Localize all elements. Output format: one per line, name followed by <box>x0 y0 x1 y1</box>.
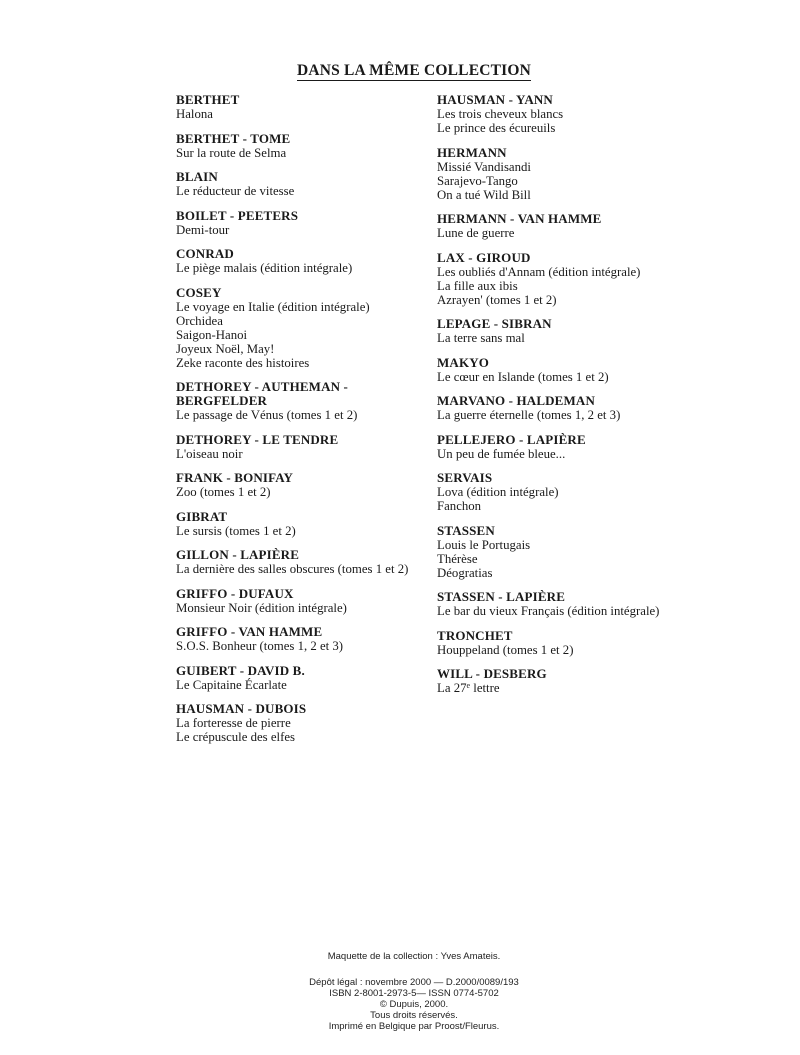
entry-title: Zoo (tomes 1 et 2) <box>176 485 271 499</box>
entry-author: HAUSMAN - DUBOIS <box>176 701 307 716</box>
entry-title: Le passage de Vénus (tomes 1 et 2) <box>176 408 358 422</box>
catalog-entry <box>176 587 426 615</box>
legal-line: Tous droits réservés. <box>370 1010 458 1021</box>
entry-author: BLAIN <box>176 169 218 184</box>
entry-author: PELLEJERO - LAPIÈRE <box>437 431 586 447</box>
entry-author: DETHOREY - LE TENDRE <box>176 431 339 447</box>
entry-author: WILL - DESBERG <box>437 666 547 681</box>
collection-design-credit: Maquette de la collection : Yves Amateis. <box>327 951 501 962</box>
entry-title: Demi-tour <box>176 222 230 237</box>
catalog-entry <box>176 702 426 744</box>
catalog-entry <box>176 548 426 576</box>
entry-title: Saigon-Hanoi <box>176 327 248 342</box>
entry-author: STASSEN - LAPIÈRE <box>437 589 566 604</box>
entry-title: Lune de guerre <box>437 226 515 240</box>
entry-author: HERMANN <box>437 144 507 160</box>
catalog-entry <box>437 433 777 461</box>
page-title-text: DANS LA MÊME COLLECTION <box>296 62 532 79</box>
entry-author: FRANK - BONIFAY <box>176 470 294 485</box>
entry-title: Lova (édition intégrale) <box>437 485 559 499</box>
entry-title: Missié Vandisandi <box>437 159 531 174</box>
entry-title: Halona <box>176 107 213 121</box>
catalog-entry <box>437 590 777 618</box>
entry-author: MAKYO <box>437 354 490 370</box>
legal-line: Dépôt légal : novembre 2000 — D.2000/0089/193 <box>309 977 519 988</box>
catalog-entry <box>176 625 426 653</box>
catalog-entry <box>437 356 777 384</box>
catalog-entry <box>176 471 426 499</box>
entry-author: SERVAIS <box>437 470 493 485</box>
entry-title: Les oubliés d'Annam (édition intégrale) <box>437 264 641 279</box>
entry-author: CONRAD <box>176 246 234 261</box>
entry-author: GILLON - LAPIÈRE <box>176 547 300 562</box>
entry-title: Monsieur Noir (édition intégrale) <box>176 600 347 615</box>
catalog-entry <box>176 286 426 370</box>
catalog-entry <box>176 93 426 121</box>
entry-author: GRIFFO - VAN HAMME <box>176 624 323 639</box>
catalog-column-right <box>437 93 777 695</box>
entry-author: GRIFFO - DUFAUX <box>176 585 294 601</box>
catalog-entry <box>437 394 777 422</box>
entry-title: Sur la route de Selma <box>176 145 287 160</box>
catalog-entry <box>437 317 777 345</box>
catalog-entry <box>176 247 426 275</box>
entry-title: Zeke raconte des histoires <box>176 355 310 370</box>
entry-author: MARVANO - HALDEMAN <box>437 393 595 408</box>
entry-title: Le piège malais (édition intégrale) <box>176 261 353 275</box>
catalog-entry <box>176 209 426 237</box>
entry-title: Fanchon <box>437 499 482 513</box>
catalog-entry <box>176 132 426 160</box>
entry-title: La dernière des salles obscures (tomes 1 et 2) <box>176 562 409 576</box>
entry-author: HERMANN - VAN HAMME <box>437 211 602 226</box>
entry-title: Le voyage en Italie (édition intégrale) <box>176 299 370 314</box>
entry-title: On a tué Wild Bill <box>437 187 531 202</box>
entry-title: La guerre éternelle (tomes 1, 2 et 3) <box>437 408 621 422</box>
entry-title: Les trois cheveux blancs <box>437 107 564 121</box>
entry-title: Orchidea <box>176 313 223 328</box>
catalog-entry <box>176 433 426 461</box>
page-title <box>0 62 800 80</box>
catalog-entry <box>437 667 777 695</box>
catalog-entry <box>437 629 777 657</box>
entry-title: La 27e lettre <box>437 681 500 695</box>
entry-title: Le cœur en Islande (tomes 1 et 2) <box>437 369 609 384</box>
legal-line: Imprimé en Belgique par Proost/Fleurus. <box>328 1021 500 1032</box>
catalog-entry <box>176 664 426 692</box>
entry-title: Déogratias <box>437 565 493 580</box>
entry-author: COSEY <box>176 284 222 300</box>
catalog-entry <box>437 524 777 580</box>
catalog-entry <box>176 380 426 422</box>
entry-title: Sarajevo-Tango <box>437 173 518 188</box>
entry-title: Joyeux Noël, May! <box>176 341 275 356</box>
entry-author: LAX - GIROUD <box>437 249 531 265</box>
entry-title: Azrayen' (tomes 1 et 2) <box>437 292 557 307</box>
entry-title: Le bar du vieux Français (édition intégrale) <box>437 604 660 618</box>
entry-title: Houppeland (tomes 1 et 2) <box>437 642 574 657</box>
entry-author: LEPAGE - SIBRAN <box>437 316 552 331</box>
entry-title: La fille aux ibis <box>437 278 518 293</box>
entry-author: DETHOREY - AUTHEMAN - BERGFELDER <box>176 379 349 408</box>
catalog-entry <box>437 146 777 202</box>
entry-author: BERTHET <box>176 92 240 107</box>
legal-notice <box>0 977 800 1032</box>
entry-title: La forteresse de pierre <box>176 716 291 730</box>
entry-title: Le Capitaine Écarlate <box>176 677 287 692</box>
catalog-column-left <box>176 93 426 744</box>
catalog-entry <box>437 212 777 240</box>
entry-author: STASSEN <box>437 522 495 538</box>
entry-title: Le sursis (tomes 1 et 2) <box>176 523 296 538</box>
catalog-entry <box>437 471 777 513</box>
entry-title: Le réducteur de vitesse <box>176 184 295 198</box>
entry-author: GUIBERT - DAVID B. <box>176 662 305 678</box>
entry-title: Un peu de fumée bleue... <box>437 446 566 461</box>
entry-author: HAUSMAN - YANN <box>437 92 553 107</box>
entry-title: Thérèse <box>437 551 478 566</box>
entry-title: Le prince des écureuils <box>437 121 556 135</box>
entry-author: GIBRAT <box>176 508 228 524</box>
entry-title: La terre sans mal <box>437 331 525 345</box>
catalog-entry <box>176 170 426 198</box>
legal-line: © Dupuis, 2000. <box>379 999 449 1010</box>
entry-title: S.O.S. Bonheur (tomes 1, 2 et 3) <box>176 639 344 653</box>
entry-author: TRONCHET <box>437 627 513 643</box>
catalog-entry <box>437 93 777 135</box>
entry-author: BOILET - PEETERS <box>176 207 299 223</box>
entry-title: Le crépuscule des elfes <box>176 730 296 744</box>
entry-author: BERTHET - TOME <box>176 130 291 146</box>
catalog-entry <box>176 510 426 538</box>
legal-line: ISBN 2-8001-2973-5— ISSN 0774-5702 <box>329 988 499 999</box>
entry-title: L'oiseau noir <box>176 446 243 461</box>
catalog-entry <box>437 251 777 307</box>
entry-title: Louis le Portugais <box>437 537 531 552</box>
